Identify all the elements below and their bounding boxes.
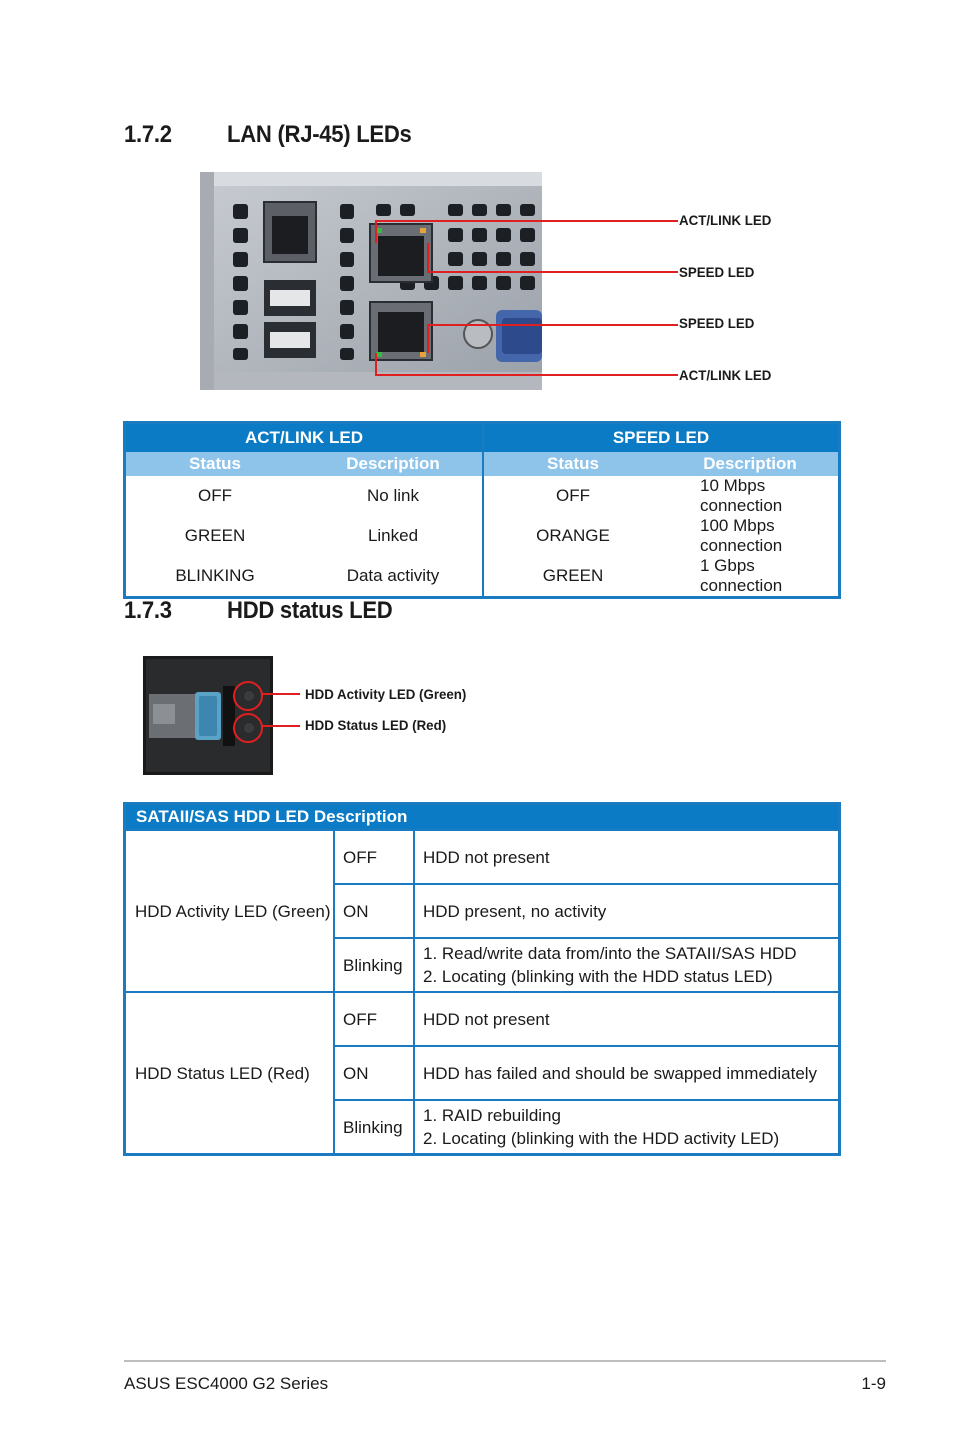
- hdd-led-table: [123, 802, 841, 1156]
- footer-divider: [124, 1360, 886, 1362]
- speed-description-cell: 100 Mbps connection: [700, 516, 783, 555]
- lan-table-group-speed: SPEED LED: [483, 423, 840, 453]
- led-state-cell: OFF: [334, 992, 414, 1046]
- lan-callout-lines: [370, 215, 680, 381]
- description-line: 2. Locating (blinking with the HDD status LED): [423, 967, 773, 986]
- table-row: [125, 476, 840, 516]
- lan-table-subheader-status: Status: [125, 452, 305, 476]
- description-line: 1. RAID rebuilding: [423, 1106, 561, 1125]
- led-description-cell: [414, 830, 840, 884]
- act-status-cell: OFF: [198, 486, 232, 505]
- lan-table-group-act-link: ACT/LINK LED: [125, 423, 484, 453]
- section-number: 1.7.3: [124, 597, 172, 624]
- led-state-cell: OFF: [334, 830, 414, 884]
- led-description-cell: [414, 938, 840, 992]
- led-description-cell: [414, 1046, 840, 1100]
- led-state-cell: ON: [334, 884, 414, 938]
- led-description-cell: [414, 884, 840, 938]
- section-heading-hdd: [124, 597, 392, 625]
- callout-act-link-led-top: ACT/LINK LED: [679, 212, 772, 228]
- speed-status-cell: ORANGE: [483, 516, 662, 556]
- led-state-cell: Blinking: [334, 1100, 414, 1155]
- lan-table-subheader-status: Status: [483, 452, 662, 476]
- led-description-cell: [414, 992, 840, 1046]
- act-status-cell: GREEN: [184, 526, 246, 545]
- section-title: LAN (RJ-45) LEDs: [227, 121, 412, 148]
- led-name-cell: HDD Status LED (Red): [125, 992, 335, 1155]
- speed-status-cell: OFF: [483, 476, 662, 516]
- act-description-cell: No link: [367, 486, 419, 505]
- speed-status-cell: GREEN: [483, 556, 662, 598]
- description-line: 1. Read/write data from/into the SATAII/SAS HDD: [423, 944, 797, 963]
- hdd-tray-photo: [143, 656, 273, 775]
- description-line: 2. Locating (blinking with the HDD activity LED): [423, 1129, 780, 1148]
- table-row: [125, 830, 840, 884]
- lan-table-subheader-description: Description: [662, 452, 840, 476]
- description-line: HDD not present: [423, 847, 550, 867]
- footer-product-name: ASUS ESC4000 G2 Series: [124, 1374, 329, 1393]
- description-line: HDD present, no activity: [423, 901, 607, 921]
- speed-description-cell: 10 Mbps connection: [700, 476, 783, 515]
- act-description-cell: Linked: [367, 526, 419, 545]
- description-line: HDD has failed and should be swapped immediately: [423, 1063, 818, 1083]
- table-row: [125, 516, 840, 556]
- section-number: 1.7.2: [124, 121, 172, 148]
- hdd-callout-lines: [262, 688, 304, 728]
- callout-hdd-status-led: HDD Status LED (Red): [305, 717, 447, 733]
- callout-speed-led-bottom: SPEED LED: [679, 315, 755, 331]
- description-line: HDD not present: [423, 1009, 550, 1029]
- hdd-table-header: SATAII/SAS HDD LED Description: [125, 804, 840, 831]
- led-state-cell: ON: [334, 1046, 414, 1100]
- lan-table-subheader-description: Description: [304, 452, 483, 476]
- section-heading-lan: [124, 121, 412, 149]
- table-row: [125, 556, 840, 598]
- speed-description-cell: 1 Gbps connection: [700, 556, 783, 595]
- led-name-cell: HDD Activity LED (Green): [125, 830, 335, 992]
- footer-page-number: 1-9: [861, 1374, 886, 1393]
- table-row: [125, 992, 840, 1046]
- act-description-cell: Data activity: [346, 566, 440, 585]
- lan-led-table: [123, 421, 841, 599]
- callout-speed-led-top: SPEED LED: [679, 264, 755, 280]
- led-state-cell: Blinking: [334, 938, 414, 992]
- callout-hdd-activity-led: HDD Activity LED (Green): [305, 686, 467, 702]
- led-description-cell: [414, 1100, 840, 1155]
- act-status-cell: BLINKING: [175, 566, 255, 585]
- section-title: HDD status LED: [227, 597, 393, 624]
- callout-act-link-led-bottom: ACT/LINK LED: [679, 367, 772, 383]
